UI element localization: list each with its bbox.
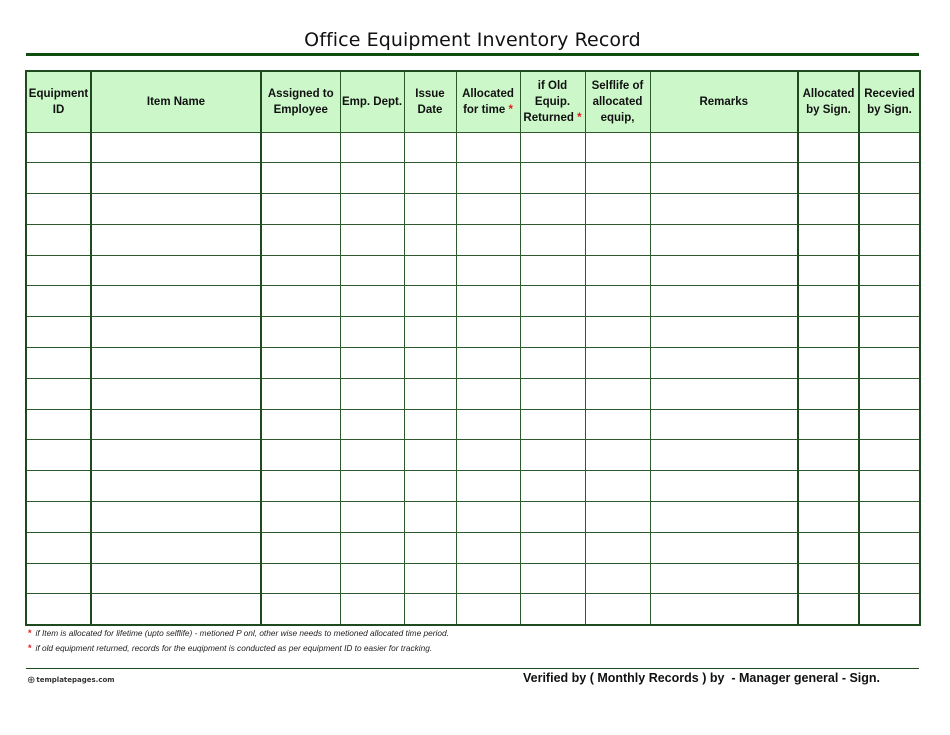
cell-selflife[interactable] (585, 532, 650, 563)
cell-emp-dept[interactable] (340, 378, 404, 409)
col-assigned-to: Assigned to Employee (261, 71, 340, 132)
cell-selflife[interactable] (585, 594, 650, 625)
cell-allocated-time[interactable] (456, 378, 520, 409)
cell-selflife[interactable] (585, 502, 650, 533)
table-row (26, 502, 920, 533)
cell-allocated-time[interactable] (456, 224, 520, 255)
cell-assigned-to[interactable] (261, 317, 340, 348)
cell-item-name[interactable] (91, 594, 261, 625)
table-row (26, 348, 920, 379)
cell-remarks[interactable] (650, 471, 798, 502)
cell-received-sign[interactable] (859, 563, 920, 594)
cell-equipment-id[interactable] (26, 532, 91, 563)
cell-issue-date[interactable] (404, 224, 456, 255)
cell-old-returned[interactable] (520, 286, 585, 317)
cell-assigned-to[interactable] (261, 563, 340, 594)
cell-old-returned[interactable] (520, 594, 585, 625)
col-selflife: Selflife of allocated equip, (585, 71, 650, 132)
cell-received-sign[interactable] (859, 471, 920, 502)
cell-old-returned[interactable] (520, 563, 585, 594)
cell-received-sign[interactable] (859, 532, 920, 563)
cell-equipment-id[interactable] (26, 286, 91, 317)
cell-allocated-sign[interactable] (798, 563, 859, 594)
cell-issue-date[interactable] (404, 563, 456, 594)
cell-remarks[interactable] (650, 163, 798, 194)
required-marker: * (508, 103, 513, 116)
cell-remarks[interactable] (650, 224, 798, 255)
cell-received-sign[interactable] (859, 317, 920, 348)
cell-old-returned[interactable] (520, 132, 585, 163)
cell-allocated-time[interactable] (456, 348, 520, 379)
cell-selflife[interactable] (585, 255, 650, 286)
table-row (26, 224, 920, 255)
table-row (26, 471, 920, 502)
cell-remarks[interactable] (650, 317, 798, 348)
footnote-text: if old equipment returned, records for the euqipment is conducted as per equipment ID to easier for tracking. (35, 643, 433, 653)
cell-equipment-id[interactable] (26, 594, 91, 625)
cell-allocated-sign[interactable] (798, 286, 859, 317)
inventory-body (26, 132, 920, 625)
cell-old-returned[interactable] (520, 378, 585, 409)
cell-issue-date[interactable] (404, 348, 456, 379)
cell-selflife[interactable] (585, 471, 650, 502)
cell-emp-dept[interactable] (340, 194, 404, 225)
cell-issue-date[interactable] (404, 132, 456, 163)
cell-issue-date[interactable] (404, 532, 456, 563)
title-divider (26, 53, 919, 56)
cell-allocated-time[interactable] (456, 255, 520, 286)
cell-old-returned[interactable] (520, 502, 585, 533)
cell-item-name[interactable] (91, 440, 261, 471)
cell-issue-date[interactable] (404, 378, 456, 409)
cell-allocated-sign[interactable] (798, 194, 859, 225)
cell-assigned-to[interactable] (261, 348, 340, 379)
cell-old-returned[interactable] (520, 532, 585, 563)
cell-issue-date[interactable] (404, 317, 456, 348)
cell-allocated-time[interactable] (456, 471, 520, 502)
page-title: Office Equipment Inventory Record (304, 29, 641, 51)
table-row (26, 378, 920, 409)
cell-received-sign[interactable] (859, 378, 920, 409)
cell-selflife[interactable] (585, 348, 650, 379)
cell-emp-dept[interactable] (340, 502, 404, 533)
cell-remarks[interactable] (650, 440, 798, 471)
cell-remarks[interactable] (650, 255, 798, 286)
table-row (26, 317, 920, 348)
cell-allocated-sign[interactable] (798, 378, 859, 409)
cell-old-returned[interactable] (520, 440, 585, 471)
cell-item-name[interactable] (91, 255, 261, 286)
cell-received-sign[interactable] (859, 594, 920, 625)
cell-allocated-time[interactable] (456, 594, 520, 625)
cell-assigned-to[interactable] (261, 502, 340, 533)
cell-remarks[interactable] (650, 532, 798, 563)
cell-selflife[interactable] (585, 317, 650, 348)
cell-selflife[interactable] (585, 194, 650, 225)
cell-issue-date[interactable] (404, 440, 456, 471)
cell-received-sign[interactable] (859, 348, 920, 379)
cell-old-returned[interactable] (520, 224, 585, 255)
cell-selflife[interactable] (585, 409, 650, 440)
cell-allocated-sign[interactable] (798, 409, 859, 440)
cell-equipment-id[interactable] (26, 255, 91, 286)
cell-assigned-to[interactable] (261, 224, 340, 255)
cell-received-sign[interactable] (859, 255, 920, 286)
table-row (26, 594, 920, 625)
cell-emp-dept[interactable] (340, 471, 404, 502)
cell-emp-dept[interactable] (340, 532, 404, 563)
cell-assigned-to[interactable] (261, 594, 340, 625)
cell-issue-date[interactable] (404, 594, 456, 625)
footnotes (28, 626, 449, 656)
cell-item-name[interactable] (91, 409, 261, 440)
cell-equipment-id[interactable] (26, 502, 91, 533)
cell-equipment-id[interactable] (26, 132, 91, 163)
cell-allocated-sign[interactable] (798, 163, 859, 194)
cell-remarks[interactable] (650, 286, 798, 317)
cell-allocated-time[interactable] (456, 286, 520, 317)
table-row (26, 194, 920, 225)
cell-item-name[interactable] (91, 224, 261, 255)
cell-old-returned[interactable] (520, 317, 585, 348)
cell-allocated-sign[interactable] (798, 348, 859, 379)
cell-item-name[interactable] (91, 163, 261, 194)
footnote (28, 641, 449, 656)
cell-assigned-to[interactable] (261, 132, 340, 163)
cell-emp-dept[interactable] (340, 563, 404, 594)
header-row (26, 71, 920, 132)
cell-allocated-time[interactable] (456, 194, 520, 225)
cell-remarks[interactable] (650, 378, 798, 409)
cell-old-returned[interactable] (520, 409, 585, 440)
cell-item-name[interactable] (91, 194, 261, 225)
cell-selflife[interactable] (585, 224, 650, 255)
cell-issue-date[interactable] (404, 163, 456, 194)
cell-item-name[interactable] (91, 471, 261, 502)
cell-emp-dept[interactable] (340, 348, 404, 379)
cell-emp-dept[interactable] (340, 440, 404, 471)
col-old-returned: if Old Equip. Returned * (520, 71, 585, 132)
cell-allocated-sign[interactable] (798, 132, 859, 163)
table-row (26, 255, 920, 286)
cell-allocated-sign[interactable] (798, 471, 859, 502)
cell-allocated-time[interactable] (456, 563, 520, 594)
cell-assigned-to[interactable] (261, 471, 340, 502)
required-marker: * (28, 643, 32, 653)
cell-assigned-to[interactable] (261, 409, 340, 440)
cell-equipment-id[interactable] (26, 317, 91, 348)
cell-remarks[interactable] (650, 563, 798, 594)
logo-text: templatepages.com (36, 676, 115, 684)
cell-allocated-sign[interactable] (798, 224, 859, 255)
cell-selflife[interactable] (585, 440, 650, 471)
cell-emp-dept[interactable] (340, 255, 404, 286)
cell-emp-dept[interactable] (340, 317, 404, 348)
cell-emp-dept[interactable] (340, 224, 404, 255)
cell-old-returned[interactable] (520, 471, 585, 502)
cell-item-name[interactable] (91, 132, 261, 163)
cell-equipment-id[interactable] (26, 471, 91, 502)
table-row (26, 532, 920, 563)
cell-old-returned[interactable] (520, 163, 585, 194)
col-received-sign: Recevied by Sign. (859, 71, 920, 132)
cell-old-returned[interactable] (520, 348, 585, 379)
col-allocated-time: Allocated for time * (456, 71, 520, 132)
table-row (26, 563, 920, 594)
cell-received-sign[interactable] (859, 132, 920, 163)
cell-issue-date[interactable] (404, 409, 456, 440)
col-issue-date: Issue Date (404, 71, 456, 132)
cell-item-name[interactable] (91, 563, 261, 594)
required-marker: * (577, 111, 582, 124)
cell-assigned-to[interactable] (261, 532, 340, 563)
cell-received-sign[interactable] (859, 194, 920, 225)
cell-assigned-to[interactable] (261, 378, 340, 409)
cell-remarks[interactable] (650, 409, 798, 440)
cell-received-sign[interactable] (859, 409, 920, 440)
cell-equipment-id[interactable] (26, 348, 91, 379)
template-logo-icon: ⊕ (27, 674, 36, 686)
cell-item-name[interactable] (91, 502, 261, 533)
cell-selflife[interactable] (585, 163, 650, 194)
cell-emp-dept[interactable] (340, 286, 404, 317)
cell-allocated-sign[interactable] (798, 317, 859, 348)
cell-item-name[interactable] (91, 286, 261, 317)
cell-issue-date[interactable] (404, 194, 456, 225)
table-row (26, 440, 920, 471)
table-row (26, 132, 920, 163)
cell-remarks[interactable] (650, 132, 798, 163)
table-row (26, 409, 920, 440)
cell-equipment-id[interactable] (26, 440, 91, 471)
cell-issue-date[interactable] (404, 255, 456, 286)
cell-issue-date[interactable] (404, 471, 456, 502)
col-item-name: Item Name (91, 71, 261, 132)
cell-item-name[interactable] (91, 532, 261, 563)
cell-allocated-sign[interactable] (798, 502, 859, 533)
cell-assigned-to[interactable] (261, 194, 340, 225)
inventory-table (25, 70, 921, 626)
cell-received-sign[interactable] (859, 224, 920, 255)
table-row (26, 163, 920, 194)
cell-emp-dept[interactable] (340, 132, 404, 163)
cell-allocated-time[interactable] (456, 163, 520, 194)
cell-allocated-time[interactable] (456, 409, 520, 440)
cell-item-name[interactable] (91, 348, 261, 379)
cell-assigned-to[interactable] (261, 440, 340, 471)
cell-remarks[interactable] (650, 502, 798, 533)
cell-old-returned[interactable] (520, 194, 585, 225)
cell-allocated-sign[interactable] (798, 594, 859, 625)
cell-allocated-sign[interactable] (798, 532, 859, 563)
required-marker: * (28, 628, 32, 638)
cell-received-sign[interactable] (859, 286, 920, 317)
cell-item-name[interactable] (91, 317, 261, 348)
cell-received-sign[interactable] (859, 163, 920, 194)
col-emp-dept: Emp. Dept. (340, 71, 404, 132)
cell-remarks[interactable] (650, 194, 798, 225)
cell-allocated-sign[interactable] (798, 255, 859, 286)
table-row (26, 286, 920, 317)
col-allocated-sign: Allocated by Sign. (798, 71, 859, 132)
col-equipment-id: Equipment ID (26, 71, 91, 132)
cell-allocated-time[interactable] (456, 440, 520, 471)
cell-issue-date[interactable] (404, 502, 456, 533)
cell-emp-dept[interactable] (340, 409, 404, 440)
cell-emp-dept[interactable] (340, 594, 404, 625)
cell-received-sign[interactable] (859, 440, 920, 471)
cell-equipment-id[interactable] (26, 409, 91, 440)
col-remarks: Remarks (650, 71, 798, 132)
cell-equipment-id[interactable] (26, 563, 91, 594)
cell-allocated-time[interactable] (456, 532, 520, 563)
cell-assigned-to[interactable] (261, 163, 340, 194)
cell-allocated-time[interactable] (456, 317, 520, 348)
cell-equipment-id[interactable] (26, 224, 91, 255)
cell-equipment-id[interactable] (26, 163, 91, 194)
cell-remarks[interactable] (650, 348, 798, 379)
footnote (28, 626, 449, 641)
cell-allocated-time[interactable] (456, 502, 520, 533)
cell-selflife[interactable] (585, 132, 650, 163)
cell-selflife[interactable] (585, 378, 650, 409)
cell-issue-date[interactable] (404, 286, 456, 317)
cell-emp-dept[interactable] (340, 163, 404, 194)
cell-equipment-id[interactable] (26, 378, 91, 409)
cell-remarks[interactable] (650, 594, 798, 625)
cell-received-sign[interactable] (859, 502, 920, 533)
site-logo (27, 673, 115, 687)
cell-old-returned[interactable] (520, 255, 585, 286)
cell-equipment-id[interactable] (26, 194, 91, 225)
cell-selflife[interactable] (585, 286, 650, 317)
footer-divider (26, 668, 919, 669)
cell-item-name[interactable] (91, 378, 261, 409)
cell-assigned-to[interactable] (261, 255, 340, 286)
cell-assigned-to[interactable] (261, 286, 340, 317)
cell-allocated-time[interactable] (456, 132, 520, 163)
footnote-text: if Item is allocated for lifetime (upto selflife) - metioned P onl, other wise needs to metioned allocated time period. (35, 628, 449, 638)
cell-selflife[interactable] (585, 563, 650, 594)
verified-by-line: Verified by ( Monthly Records ) by - Manager general - Sign. (523, 671, 881, 685)
cell-allocated-sign[interactable] (798, 440, 859, 471)
